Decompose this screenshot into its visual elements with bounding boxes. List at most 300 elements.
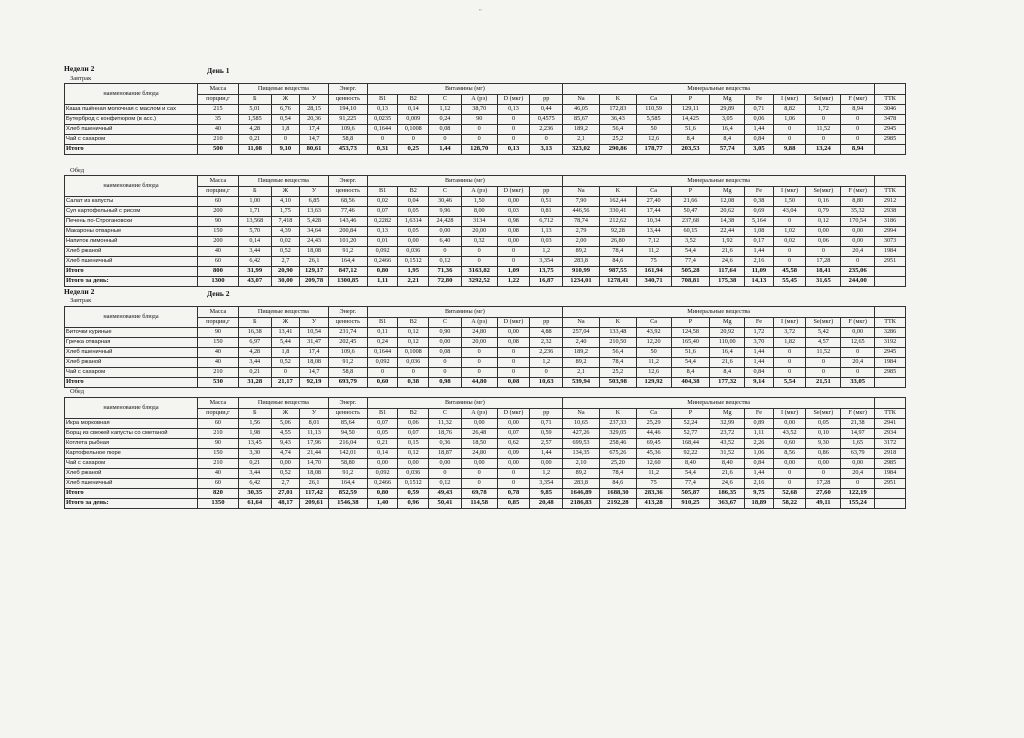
table-cell: 17,28 xyxy=(806,257,841,267)
table-cell: 20,90 xyxy=(271,267,300,277)
table-cell: 0,08 xyxy=(429,125,462,135)
table-cell: 0,00 xyxy=(497,459,530,469)
table-cell: 0 xyxy=(367,368,398,378)
header-mineral-col: Fe xyxy=(745,95,774,105)
table-cell: 0 xyxy=(497,247,530,257)
table-cell: 2,1 xyxy=(563,368,600,378)
table-cell: 44,80 xyxy=(461,378,497,388)
table-cell: 50 xyxy=(636,348,671,358)
table-cell: 0,04 xyxy=(398,197,429,207)
table-cell: 80,61 xyxy=(300,145,329,155)
table-cell: 124,58 xyxy=(671,328,710,338)
table-cell: 0 xyxy=(497,479,530,489)
table-cell: 3192 xyxy=(875,338,906,348)
table-cell: 3,354 xyxy=(530,257,563,267)
header-mineral-col: Ca xyxy=(636,409,671,419)
table-cell: 52,77 xyxy=(671,429,710,439)
table-cell: 14,425 xyxy=(671,115,710,125)
table-cell: 20,62 xyxy=(710,207,745,217)
table-cell: 209,61 xyxy=(300,499,329,509)
header-vitamin-col: В1 xyxy=(367,95,398,105)
table-cell: 987,55 xyxy=(599,267,636,277)
table-cell: 11,2 xyxy=(636,469,671,479)
total-row xyxy=(65,378,906,388)
table-cell: 30,46 xyxy=(429,197,462,207)
table-cell: 55,45 xyxy=(773,277,806,287)
dish-name: Хлеб пшеничный xyxy=(65,257,198,267)
table-cell: 0,14 xyxy=(367,449,398,459)
table-cell: 0 xyxy=(429,469,462,479)
table-cell: 26,1 xyxy=(300,257,329,267)
dish-name: Суп картофельный с рисом xyxy=(65,207,198,217)
table-cell: 2941 xyxy=(875,419,906,429)
table-cell: 20,4 xyxy=(841,358,875,368)
table-cell: 235,06 xyxy=(841,267,875,277)
table-cell: 33,05 xyxy=(841,378,875,388)
table-cell: 413,28 xyxy=(636,499,671,509)
table-cell: 49,11 xyxy=(806,499,841,509)
table-cell: 75 xyxy=(636,257,671,267)
table-cell: 13,568 xyxy=(238,217,271,227)
table-cell: 1,98 xyxy=(238,429,271,439)
header-minerals: Минеральные вещества xyxy=(563,176,875,187)
table-cell: 0,25 xyxy=(398,145,429,155)
table-cell: 31,65 xyxy=(806,277,841,287)
table-cell: 0 xyxy=(841,368,875,378)
table-cell: 0 xyxy=(429,368,462,378)
header-energy-value: ценность xyxy=(328,95,367,105)
header-mineral-col: I (мкг) xyxy=(773,318,806,328)
table-cell: 0 xyxy=(841,257,875,267)
table-breakfast-2 xyxy=(64,306,906,388)
header-vitamin-col: рр xyxy=(530,95,563,105)
table-cell: 0,08 xyxy=(497,378,530,388)
table-cell: 0,71 xyxy=(745,105,774,115)
corner-mark: " xyxy=(479,8,482,16)
header-energy-value: ценность xyxy=(328,187,367,197)
table-cell: 2,57 xyxy=(530,439,563,449)
table-cell: 0,08 xyxy=(497,227,530,237)
table-cell: 1,50 xyxy=(461,197,497,207)
table-cell: 3163,82 xyxy=(461,267,497,277)
table-cell: 503,98 xyxy=(599,378,636,388)
table-cell: 71,36 xyxy=(429,267,462,277)
table-row xyxy=(65,479,906,489)
table-cell: 0,00 xyxy=(841,328,875,338)
table-cell: 17,4 xyxy=(300,125,329,135)
header-vitamin-col: В1 xyxy=(367,187,398,197)
table-cell: 134,35 xyxy=(563,449,600,459)
table-cell: 3,13 xyxy=(530,145,563,155)
table-cell: 0 xyxy=(461,469,497,479)
table-cell: 699,53 xyxy=(563,439,600,449)
table-row xyxy=(65,197,906,207)
header-ttk: ТТК xyxy=(875,318,906,328)
table-cell: 8,4 xyxy=(671,135,710,145)
table-cell: 3286 xyxy=(875,328,906,338)
table-cell: 24,43 xyxy=(300,237,329,247)
table-cell: 172,83 xyxy=(599,105,636,115)
table-cell: 3,44 xyxy=(238,469,271,479)
table-cell: 0,4575 xyxy=(530,115,563,125)
table-cell: 330,41 xyxy=(599,207,636,217)
table-cell: 0,036 xyxy=(398,469,429,479)
table-cell: 25,29 xyxy=(636,419,671,429)
table-cell: 31,99 xyxy=(238,267,271,277)
table-cell: 101,20 xyxy=(328,237,367,247)
table-cell: 4,28 xyxy=(238,348,271,358)
header-mineral-col: Ca xyxy=(636,187,671,197)
table-cell: 8,00 xyxy=(461,207,497,217)
header-vitamin-col: В2 xyxy=(398,318,429,328)
table-cell: 539,94 xyxy=(563,378,600,388)
total-row xyxy=(65,499,906,509)
header-energy: Энерг. xyxy=(328,176,367,187)
table-cell: 1,13 xyxy=(530,227,563,237)
table-cell: 175,38 xyxy=(710,277,745,287)
table-cell: 60 xyxy=(197,419,238,429)
table-cell: 58,8 xyxy=(328,368,367,378)
header-vitamin-col: С xyxy=(429,318,462,328)
table-cell: 200 xyxy=(197,237,238,247)
table-cell: 0 xyxy=(773,217,806,227)
table-cell: 1,2 xyxy=(530,358,563,368)
table-cell: 129,92 xyxy=(636,378,671,388)
table-cell: 0,00 xyxy=(429,227,462,237)
table-cell: 31,52 xyxy=(710,449,745,459)
table-cell: 17,28 xyxy=(806,479,841,489)
header-vitamins: Витамины (мг) xyxy=(367,398,562,409)
table-cell: 51,6 xyxy=(671,125,710,135)
table-cell: 0 xyxy=(497,115,530,125)
header-ttk: ТТК xyxy=(875,95,906,105)
table-row xyxy=(65,237,906,247)
table-cell: 40 xyxy=(197,358,238,368)
table-cell: 16,38 xyxy=(238,328,271,338)
table-cell: 0 xyxy=(497,348,530,358)
table-cell: 21,51 xyxy=(806,378,841,388)
day-label-2: День 2 xyxy=(207,289,230,298)
table-cell: 20,00 xyxy=(461,338,497,348)
table-cell: 0,32 xyxy=(461,237,497,247)
table-row xyxy=(65,469,906,479)
table-cell: 4,39 xyxy=(271,227,300,237)
table-cell: 1984 xyxy=(875,469,906,479)
table-cell: 90 xyxy=(461,115,497,125)
table-cell: 164,4 xyxy=(328,479,367,489)
table-cell: 0 xyxy=(773,479,806,489)
table-cell: 18,08 xyxy=(300,358,329,368)
table-cell: 85,64 xyxy=(328,419,367,429)
table-cell: 363,67 xyxy=(710,499,745,509)
table-cell: 26,48 xyxy=(461,429,497,439)
table-cell: 708,81 xyxy=(671,277,710,287)
table-cell: 1,65 xyxy=(841,439,875,449)
table-cell: 8,01 xyxy=(300,419,329,429)
table-cell: 0 xyxy=(773,348,806,358)
table-cell: 13,44 xyxy=(636,227,671,237)
table-cell: 8,4 xyxy=(710,368,745,378)
table-cell: 3,52 xyxy=(671,237,710,247)
dish-name: Гречка отварная xyxy=(65,338,198,348)
dish-name: Хлеб ржаной xyxy=(65,358,198,368)
header-mineral-col: Fe xyxy=(745,409,774,419)
table-cell: 8,56 xyxy=(773,449,806,459)
dish-name: Бутерброд с конфитюром (в асс.) xyxy=(65,115,198,125)
header-nutrient-col: Б xyxy=(238,187,271,197)
table-cell: 0,12 xyxy=(429,257,462,267)
header-mineral-col: K xyxy=(599,318,636,328)
table-cell: 75 xyxy=(636,479,671,489)
table-cell: 40 xyxy=(197,348,238,358)
dish-name: Хлеб пшеничный xyxy=(65,125,198,135)
table-cell: 0,52 xyxy=(271,469,300,479)
week-label-1: Недели 2 xyxy=(64,64,95,73)
table-cell: 329,05 xyxy=(599,429,636,439)
table-cell: 61,64 xyxy=(238,499,271,509)
table-cell: 1,44 xyxy=(745,358,774,368)
table-cell: 0 xyxy=(497,469,530,479)
table-cell: 52,68 xyxy=(773,489,806,499)
table-cell: 0 xyxy=(461,257,497,267)
table-cell: 38,70 xyxy=(461,105,497,115)
table-cell: 323,02 xyxy=(563,145,600,155)
table-cell: 3,44 xyxy=(238,247,271,257)
total-row xyxy=(65,489,906,499)
header-mineral-col: P xyxy=(671,95,710,105)
table-row xyxy=(65,419,906,429)
table-cell: 210 xyxy=(197,368,238,378)
table-cell: 0,00 xyxy=(429,459,462,469)
table-cell: 52,24 xyxy=(671,419,710,429)
table-cell: 1,22 xyxy=(497,277,530,287)
table-cell: 161,94 xyxy=(636,267,671,277)
table-cell: 4,88 xyxy=(530,328,563,338)
header-nutrients: Пищевые вещества xyxy=(238,84,328,95)
table-cell: 11,09 xyxy=(745,267,774,277)
table-cell: 8,94 xyxy=(841,105,875,115)
table-cell: 1546,38 xyxy=(328,499,367,509)
table-cell: 257,04 xyxy=(563,328,600,338)
header-vitamin-col: рр xyxy=(530,187,563,197)
table-cell: 5,428 xyxy=(300,217,329,227)
table-cell: 189,2 xyxy=(563,125,600,135)
header-mineral-col: Mg xyxy=(710,95,745,105)
table-cell: 3,354 xyxy=(530,479,563,489)
table-cell: 162,44 xyxy=(599,197,636,207)
table-cell: 26,80 xyxy=(599,237,636,247)
table-cell: 0,84 xyxy=(745,368,774,378)
table-cell: 0 xyxy=(773,135,806,145)
header-vitamins: Витамины (мг) xyxy=(367,307,562,318)
table-cell: 9,14 xyxy=(745,378,774,388)
header-nutrients: Пищевые вещества xyxy=(238,176,328,187)
table-cell: 0,07 xyxy=(497,429,530,439)
header-energy-value: ценность xyxy=(328,318,367,328)
table-cell: 0,71 xyxy=(530,419,563,429)
table-cell: 13,45 xyxy=(238,439,271,449)
dish-name: Борщ из свежей капусты со сметаной xyxy=(65,429,198,439)
table-cell: 0,86 xyxy=(806,449,841,459)
table-cell: 1,44 xyxy=(745,348,774,358)
header-mineral-col: Fe xyxy=(745,318,774,328)
table-cell: 0,21 xyxy=(367,439,398,449)
table-cell: 20,4 xyxy=(841,469,875,479)
table-cell: 12,6 xyxy=(636,135,671,145)
table-cell: 68,56 xyxy=(328,197,367,207)
table-cell: 58,80 xyxy=(328,459,367,469)
header-mineral-col: F (мкг) xyxy=(841,318,875,328)
table-cell: 92,22 xyxy=(671,449,710,459)
table-cell: 2951 xyxy=(875,479,906,489)
table-cell: 0,24 xyxy=(367,338,398,348)
header-energy-value: ценность xyxy=(328,409,367,419)
table-cell: 31,47 xyxy=(300,338,329,348)
table-cell: 54,4 xyxy=(671,358,710,368)
table-cell: 50 xyxy=(636,125,671,135)
table-cell: 45,58 xyxy=(773,267,806,277)
table-cell: 14,13 xyxy=(745,277,774,287)
table-cell: 0,38 xyxy=(745,197,774,207)
table-cell: 0,092 xyxy=(367,358,398,368)
table-cell: 1,50 xyxy=(773,197,806,207)
table-cell: 847,12 xyxy=(328,267,367,277)
table-cell: 150 xyxy=(197,449,238,459)
header-mineral-col: P xyxy=(671,409,710,419)
table-cell: 189,2 xyxy=(563,348,600,358)
table-cell: 150 xyxy=(197,338,238,348)
table-cell: 505,87 xyxy=(671,489,710,499)
header-blank xyxy=(875,84,906,95)
dish-name: Чай с сахаром xyxy=(65,368,198,378)
table-cell: 48,17 xyxy=(271,499,300,509)
table-cell: 820 xyxy=(197,489,238,499)
table-cell: 0,60 xyxy=(773,439,806,449)
dish-name: Картофельное пюре xyxy=(65,449,198,459)
table-cell: 675,26 xyxy=(599,449,636,459)
table-cell: 7,418 xyxy=(271,217,300,227)
header-mass: Масса xyxy=(197,176,238,187)
table-cell: 6,97 xyxy=(238,338,271,348)
table-cell: 60 xyxy=(197,479,238,489)
table-cell: 2,10 xyxy=(563,459,600,469)
table-cell: 0,05 xyxy=(398,227,429,237)
dish-name: Итого xyxy=(65,267,198,277)
table-cell: 78,4 xyxy=(599,247,636,257)
table-cell: 0 xyxy=(497,257,530,267)
header-mineral-col: Na xyxy=(563,318,600,328)
header-mass: Масса xyxy=(197,84,238,95)
table-cell: 6,712 xyxy=(530,217,563,227)
table-cell: 60,15 xyxy=(671,227,710,237)
table-cell xyxy=(875,378,906,388)
table-cell: 72,80 xyxy=(429,277,462,287)
table-cell: 1,8 xyxy=(271,125,300,135)
table-cell: 0,60 xyxy=(367,378,398,388)
table-cell: 2,40 xyxy=(563,338,600,348)
table-row xyxy=(65,105,906,115)
table-cell: 13,24 xyxy=(806,145,841,155)
table-cell: 1688,30 xyxy=(599,489,636,499)
table-cell: 20,48 xyxy=(530,499,563,509)
table-cell: 9,75 xyxy=(745,489,774,499)
table-cell: 11,52 xyxy=(806,348,841,358)
table-cell: 4,55 xyxy=(271,429,300,439)
table-cell: 0,00 xyxy=(841,459,875,469)
table-cell: 0,54 xyxy=(271,115,300,125)
table-cell: 3172 xyxy=(875,439,906,449)
table-cell: 9,88 xyxy=(773,145,806,155)
table-cell: 0,13 xyxy=(367,105,398,115)
dish-name: Итого xyxy=(65,145,198,155)
table-row xyxy=(65,449,906,459)
table-cell: 13,75 xyxy=(530,267,563,277)
table-cell: 35 xyxy=(197,115,238,125)
table-cell: 25,2 xyxy=(599,368,636,378)
table-cell: 14,38 xyxy=(710,217,745,227)
table-cell: 0,85 xyxy=(497,499,530,509)
dish-name: Биточки куриные xyxy=(65,328,198,338)
table-cell: 0,98 xyxy=(497,217,530,227)
table-cell: 1,2 xyxy=(530,247,563,257)
table-cell: 3,72 xyxy=(773,328,806,338)
header-vitamin-col: рр xyxy=(530,409,563,419)
table-cell: 216,04 xyxy=(328,439,367,449)
table-cell: 30,00 xyxy=(271,277,300,287)
table-cell: 12,65 xyxy=(841,338,875,348)
table-cell: 1,11 xyxy=(745,429,774,439)
table-cell xyxy=(875,145,906,155)
table-cell: 8,40 xyxy=(710,459,745,469)
table-cell: 290,86 xyxy=(599,145,636,155)
table-cell: 0 xyxy=(806,115,841,125)
table-cell: 11,13 xyxy=(300,429,329,439)
table-cell: 453,73 xyxy=(328,145,367,155)
table-cell: 143,46 xyxy=(328,217,367,227)
dish-name: Каша пшённая молочная с маслом и сах xyxy=(65,105,198,115)
table-cell: 0,1008 xyxy=(398,125,429,135)
table-cell: 0,08 xyxy=(429,348,462,358)
table-cell: 21,44 xyxy=(300,449,329,459)
table-cell: 0 xyxy=(773,257,806,267)
table-cell: 85,67 xyxy=(563,115,600,125)
dish-name: Макароны отварные xyxy=(65,227,198,237)
table-cell: 89,2 xyxy=(563,358,600,368)
table-cell: 209,78 xyxy=(300,277,329,287)
table-cell: 0,00 xyxy=(806,227,841,237)
table-cell: 0,69 xyxy=(745,207,774,217)
table-cell: 0,38 xyxy=(398,378,429,388)
header-mineral-col: P xyxy=(671,187,710,197)
table-cell: 0,1512 xyxy=(398,257,429,267)
table-cell: 24,6 xyxy=(710,257,745,267)
table-cell: 27,01 xyxy=(271,489,300,499)
header-mineral-col: Mg xyxy=(710,187,745,197)
table-cell: 910,25 xyxy=(671,499,710,509)
table-cell: 8,94 xyxy=(841,145,875,155)
table-cell: 92,19 xyxy=(300,378,329,388)
table-cell: 215 xyxy=(197,105,238,115)
table-cell: 117,42 xyxy=(300,489,329,499)
table-cell: 283,8 xyxy=(563,479,600,489)
table-cell: 5,54 xyxy=(773,378,806,388)
table-cell: 0,00 xyxy=(497,328,530,338)
header-mineral-col: K xyxy=(599,409,636,419)
table-cell: 2,16 xyxy=(745,479,774,489)
table-cell: 13,41 xyxy=(271,328,300,338)
table-cell: 0,36 xyxy=(429,439,462,449)
table-cell: 90 xyxy=(197,328,238,338)
